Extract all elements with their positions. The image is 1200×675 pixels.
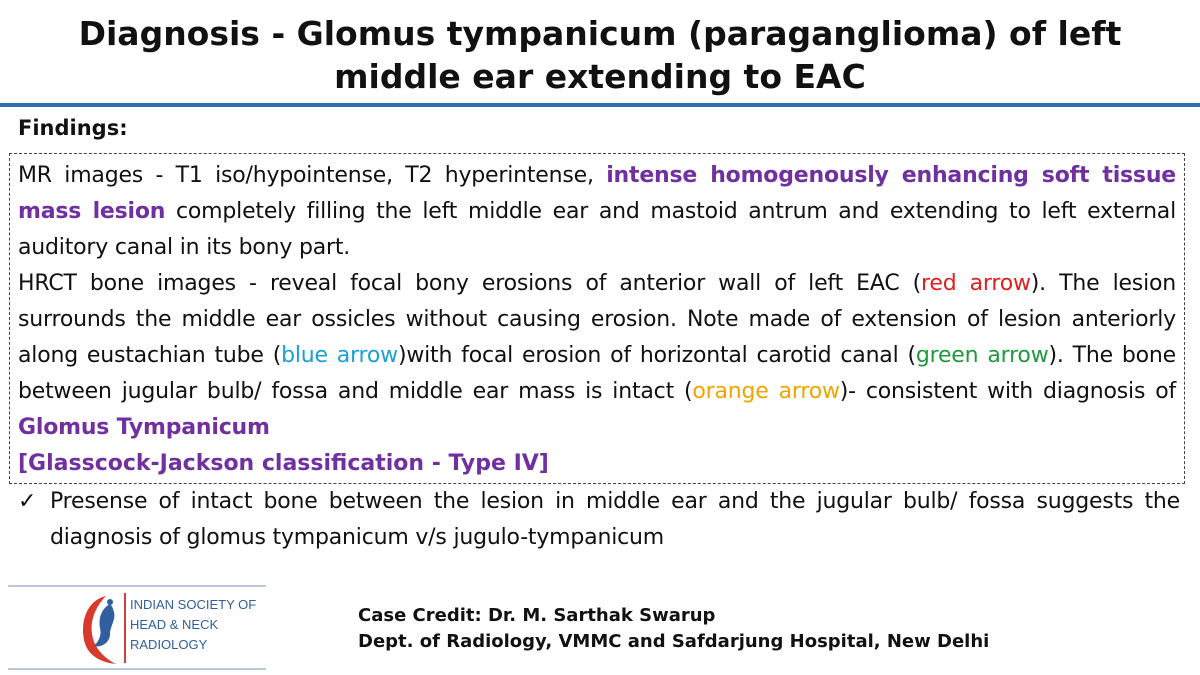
diagnosis-label: Glomus Tympanicum xyxy=(18,415,270,440)
mr-findings-paragraph xyxy=(18,158,1176,266)
ct-text-3: )with focal erosion of horizontal carotid canal ( xyxy=(397,343,916,368)
slide-title xyxy=(40,12,1160,98)
case-credit xyxy=(358,603,989,655)
title-divider xyxy=(0,103,1200,107)
society-logo-icon xyxy=(76,590,122,670)
case-credit-line-1: Case Credit: Dr. M. Sarthak Swarup xyxy=(358,605,716,626)
findings-box xyxy=(9,153,1185,484)
orange-arrow-label: orange arrow xyxy=(692,379,840,404)
logo-top-rule xyxy=(8,585,266,587)
mr-text-1: MR images - T1 iso/hypointense, T2 hyperintense, xyxy=(18,163,607,188)
ct-text-5: )- consistent with diagnosis of xyxy=(839,379,1177,404)
title-line-2: middle ear extending to EAC xyxy=(334,57,866,96)
green-arrow-label: green arrow xyxy=(915,343,1049,368)
title-line-1: Diagnosis - Glomus tympanicum (paraganglioma) of left xyxy=(78,14,1122,53)
ct-findings-paragraph xyxy=(18,266,1176,446)
logo-divider xyxy=(124,593,126,663)
society-name xyxy=(130,595,256,655)
ct-text-2: ). The lesion surrounds the middle ear ossicles without causing erosion. Note made of extension of lesion anteriorly along eustachian tube ( xyxy=(18,271,1176,368)
ct-text-1: HRCT bone images - reveal focal bony erosions of anterior wall of left EAC ( xyxy=(18,271,922,296)
key-note xyxy=(18,484,1180,556)
key-note-text: Presense of intact bone between the lesion in middle ear and the jugular bulb/ fossa suggests the diagnosis of glomus tympanicum v/s jugulo-tympanicum xyxy=(50,489,1180,550)
mr-highlight: intense homogenously enhancing soft tissue mass lesion xyxy=(18,163,1177,224)
case-credit-line-2: Dept. of Radiology, VMMC and Safdarjung Hospital, New Delhi xyxy=(358,631,990,652)
society-name-line-1: INDIAN SOCIETY OF xyxy=(130,597,257,612)
ct-text-4: ). The bone between jugular bulb/ fossa and middle ear mass is intact ( xyxy=(18,343,1176,404)
logo-bottom-rule xyxy=(8,668,266,670)
check-icon: ✓ xyxy=(18,489,37,514)
classification-label: [Glasscock-Jackson classification - Type IV] xyxy=(18,451,549,476)
society-name-line-2: HEAD & NECK xyxy=(130,617,219,632)
blue-arrow-label: blue arrow xyxy=(281,343,398,368)
red-arrow-label: red arrow xyxy=(921,271,1031,296)
society-name-line-3: RADIOLOGY xyxy=(130,637,208,652)
mr-text-2: completely filling the left middle ear and mastoid antrum and extending to left external auditory canal in its bony part. xyxy=(18,199,1176,260)
findings-heading: Findings: xyxy=(18,116,128,140)
